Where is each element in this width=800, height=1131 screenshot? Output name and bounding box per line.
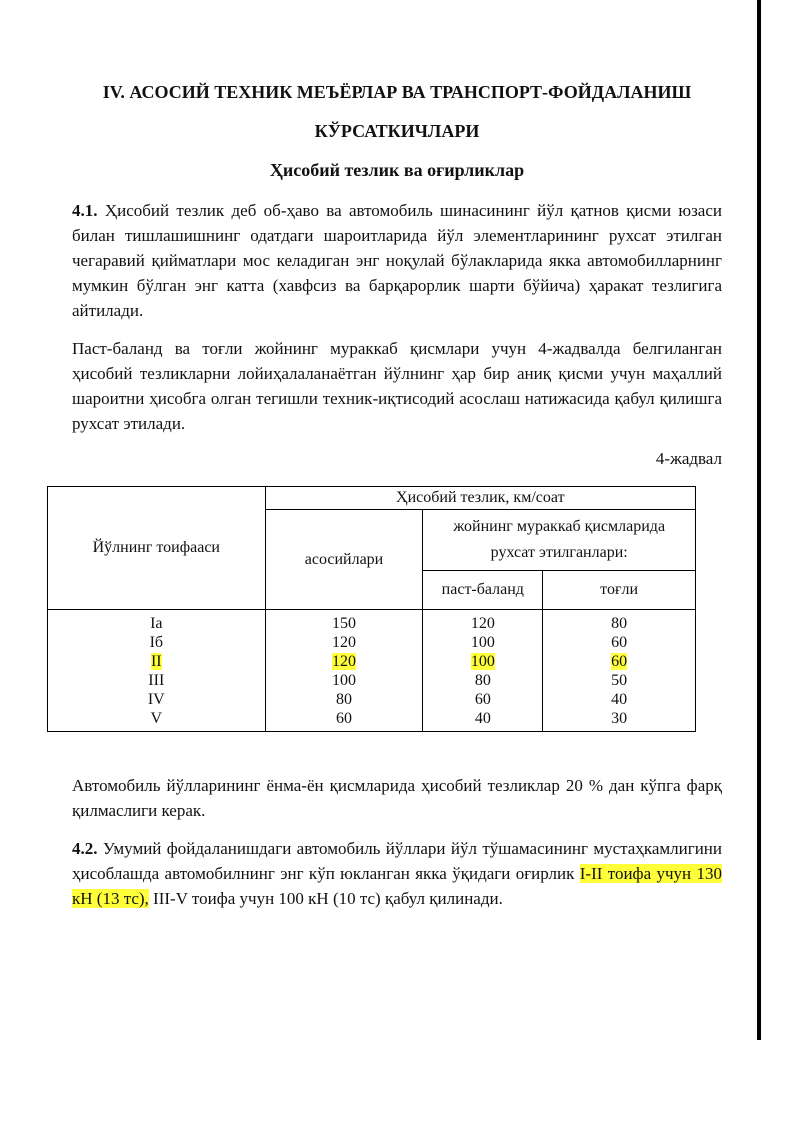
cell-mountain: 30: [611, 710, 628, 727]
clause-number-4-2: 4.2.: [72, 839, 98, 858]
paragraph-4-1-text: Ҳисобий тезлик деб об-ҳаво ва автомобиль шинасининг йўл қатнов қисми юзаси билан тишлашишнинг одатдаги шароитларида йўл элементларининг рухсат этилган чегаравий қийматлари мос келадиган энг ноқулай бўлакларида якка автомобилларнинг мумкин бўлган энг катта (хавфсиз ва барқарорлик шарти бўйича) ҳаракат тезлигига айтилади.: [72, 201, 722, 320]
section-title-line2: КЎРСАТКИЧЛАРИ: [314, 121, 480, 141]
column-main: [265, 610, 423, 732]
cell-category: III: [148, 672, 165, 689]
paragraph-terrain-text: Паст-баланд ва тоғли жойнинг мураккаб қисмлари учун 4-жадвалда белгиланган ҳисобий тезликларни лойиҳалаланаётган йўлнинг ҳар бир аниқ қисми учун маҳаллий шароитни ҳисобга олган тегишли техник-иқтисодий асослаш натижасида қабул қилишга рухсат этилади.: [72, 339, 722, 433]
cell-main: 120: [331, 653, 356, 670]
cell-hilly: 60: [474, 691, 491, 708]
cell-category: V: [150, 710, 163, 727]
cell-mountain: 40: [611, 691, 628, 708]
column-category: [48, 610, 266, 732]
cell-category: II: [150, 653, 162, 670]
cell-main: 60: [335, 710, 352, 727]
cell-hilly: 120: [470, 615, 495, 632]
cell-mountain: 60: [611, 634, 628, 651]
cell-mountain: 60: [611, 653, 628, 670]
cell-category: IV: [147, 691, 165, 708]
paragraph-terrain: [72, 336, 722, 436]
header-hilly: паст-баланд: [423, 571, 543, 610]
cell-main: 150: [331, 615, 356, 632]
paragraph-adjacent-text: Автомобиль йўлларининг ёнма-ён қисмларида ҳисобий тезликлар 20 % дан кўпга фарқ қилмаслиги керак.: [72, 776, 722, 820]
header-road-category: Йўлнинг тоифааси: [48, 487, 266, 610]
right-margin-rule: [757, 0, 761, 1040]
paragraph-4-2: [72, 836, 722, 911]
paragraph-4-2-text-b: III-V тоифа учун 100 кН (10 тс) қабул қилинади.: [148, 889, 503, 908]
cell-category: Iб: [149, 634, 164, 651]
cell-category: Ia: [150, 615, 163, 632]
cell-hilly: 40: [474, 710, 491, 727]
cell-hilly: 80: [474, 672, 491, 689]
table-caption: 4-жадвал: [655, 449, 722, 468]
header-mountain: тоғли: [543, 571, 696, 610]
cell-mountain: 50: [611, 672, 628, 689]
paragraph-4-1: [72, 198, 722, 323]
clause-number-4-1: 4.1.: [72, 201, 98, 220]
cell-mountain: 80: [611, 615, 628, 632]
cell-main: 100: [331, 672, 356, 689]
highlighted-load: I-II тоифа учун 130 кН (13 тс),: [72, 864, 723, 908]
paragraph-4-2-text-a: Умумий фойдаланишдаги автомобиль йўллари йўл тўшамасининг мустаҳкамлигини ҳисоблашда автомобилнинг энг кўп юкланган якка ўқидаги оғирлик: [72, 839, 722, 883]
speed-table: [47, 486, 696, 732]
column-mountain: [543, 610, 696, 732]
header-main: асосийлари: [265, 510, 423, 610]
header-complex-terrain: жойнинг мураккаб қисмларида рухсат этилганлари:: [423, 510, 696, 571]
cell-hilly: 100: [470, 634, 495, 651]
header-design-speed: Ҳисобий тезлик, км/соат: [265, 487, 695, 510]
section-title-line1: IV. АСОСИЙ ТЕХНИК МЕЪЁРЛАР ВА ТРАНСПОРТ-ФОЙДАЛАНИШ: [102, 82, 692, 102]
column-hilly: [423, 610, 543, 732]
cell-main: 120: [331, 634, 356, 651]
section-subtitle: Ҳисобий тезлик ва оғирликлар: [269, 160, 525, 180]
paragraph-adjacent: [72, 773, 722, 823]
cell-hilly: 100: [470, 653, 495, 670]
cell-main: 80: [335, 691, 352, 708]
